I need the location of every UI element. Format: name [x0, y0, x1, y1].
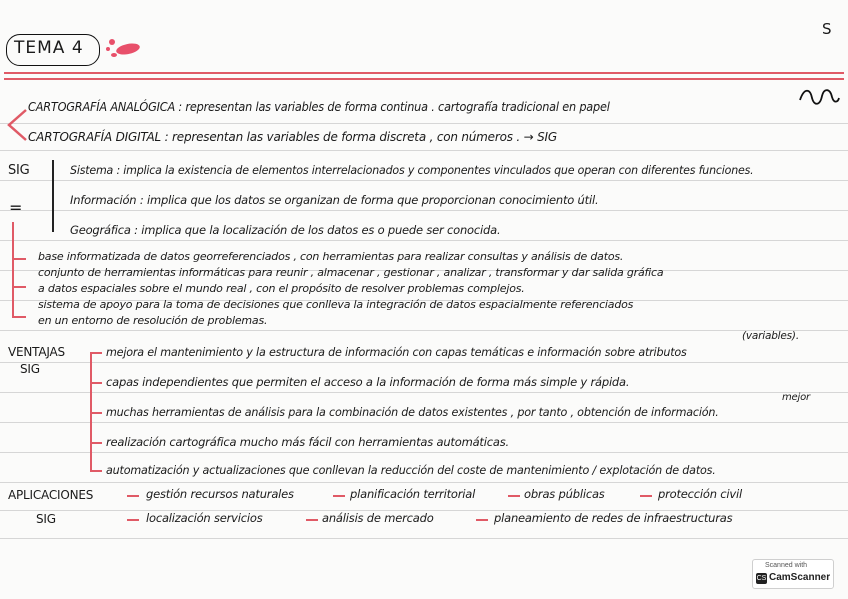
adv-tick-4	[90, 442, 102, 444]
cartography-bracket-icon	[6, 108, 28, 142]
adv-tick-3	[90, 412, 102, 414]
application-item: análisis de mercado	[322, 511, 434, 525]
app-dash	[127, 519, 139, 521]
application-item: planeamiento de redes de infraestructuras	[494, 511, 733, 525]
sig-point-1: base informatizada de datos georreferenciados , con herramientas para realizar consultas y análisis de datos.	[38, 250, 624, 263]
applications-label-2: SIG	[36, 512, 56, 526]
advantage-4: realización cartográfica mucho más fácil con herramientas automáticas.	[106, 435, 509, 449]
header-red-rule-2	[4, 78, 844, 80]
adv-tick-5	[90, 470, 102, 472]
camscanner-watermark	[752, 559, 834, 589]
sig-point-3: a datos espaciales sobre el mundo real , con el propósito de resolver problemas complejos.	[38, 282, 525, 295]
sig-point-5: en un entorno de resolución de problemas.	[38, 314, 268, 327]
adv-tick-1	[90, 352, 102, 354]
app-dash	[476, 519, 488, 521]
sig-def-sistema: Sistema : implica la existencia de elementos interrelacionados y componentes vinculados que operan con diferentes funciones.	[70, 163, 754, 177]
application-item: gestión recursos naturales	[146, 487, 294, 501]
equals-sign: =	[9, 198, 23, 217]
annotation-variables: (variables).	[742, 330, 799, 342]
sig-points-bracket	[12, 222, 14, 318]
sig-label: SIG	[8, 163, 30, 178]
app-dash	[508, 495, 520, 497]
advantage-2: capas independientes que permiten el acceso a la información de forma más simple y rápida.	[106, 375, 630, 389]
app-dash	[306, 519, 318, 521]
application-item: localización servicios	[146, 511, 263, 525]
application-item: planificación territorial	[350, 487, 476, 501]
page-title: TEMA 4	[14, 38, 84, 58]
app-dash	[333, 495, 345, 497]
advantage-5: automatización y actualizaciones que conllevan la reducción del coste de mantenimiento / explotación de datos.	[106, 463, 716, 477]
app-dash	[640, 495, 652, 497]
sig-def-informacion: Información : implica que los datos se organizan de forma que proporcionan conocimiento útil.	[70, 193, 599, 207]
application-item: obras públicas	[524, 487, 605, 501]
applications-label-1: APLICACIONES	[8, 488, 94, 502]
header-red-rule	[4, 72, 844, 74]
advantages-label-2: SIG	[20, 362, 40, 376]
sig-definition-bar	[52, 160, 54, 232]
advantages-bracket	[90, 352, 92, 470]
sig-point-4: sistema de apoyo para la toma de decisiones que conlleva la integración de datos espacialmente referenciados	[38, 298, 634, 311]
red-splash-icon	[104, 36, 144, 60]
bracket-tick-1	[12, 258, 26, 260]
advantage-3: muchas herramientas de análisis para la combinación de datos existentes , por tanto , obtención de información.	[106, 405, 719, 419]
bracket-tick-2	[12, 286, 26, 288]
cartography-analog: CARTOGRAFÍA ANALÓGICA : representan las variables de forma continua . cartografía tradicional en papel	[28, 100, 610, 114]
application-item: protección civil	[658, 487, 742, 501]
watermark-top-text: Scanned with	[765, 562, 808, 569]
camscanner-logo-icon: CS	[756, 575, 767, 582]
watermark-brand: CamScanner	[769, 572, 831, 583]
cartography-digital: CARTOGRAFÍA DIGITAL : representan las variables de forma discreta , con números . → SIG	[28, 130, 557, 144]
adv-tick-2	[90, 382, 102, 384]
app-dash	[127, 495, 139, 497]
annotation-mejor: mejor	[782, 392, 810, 403]
bracket-tick-3	[12, 316, 26, 318]
wave-doodle-icon	[798, 88, 840, 106]
corner-letter: S	[822, 20, 832, 38]
advantages-label-1: VENTAJAS	[8, 345, 65, 359]
advantage-1: mejora el mantenimiento y la estructura de información con capas temáticas e información sobre atributos	[106, 345, 687, 359]
sig-def-geografica: Geográfica : implica que la localización de los datos es o puede ser conocida.	[70, 223, 501, 237]
sig-point-2: conjunto de herramientas informáticas para reunir , almacenar , gestionar , analizar , transformar y dar salida gráfica	[38, 266, 664, 279]
